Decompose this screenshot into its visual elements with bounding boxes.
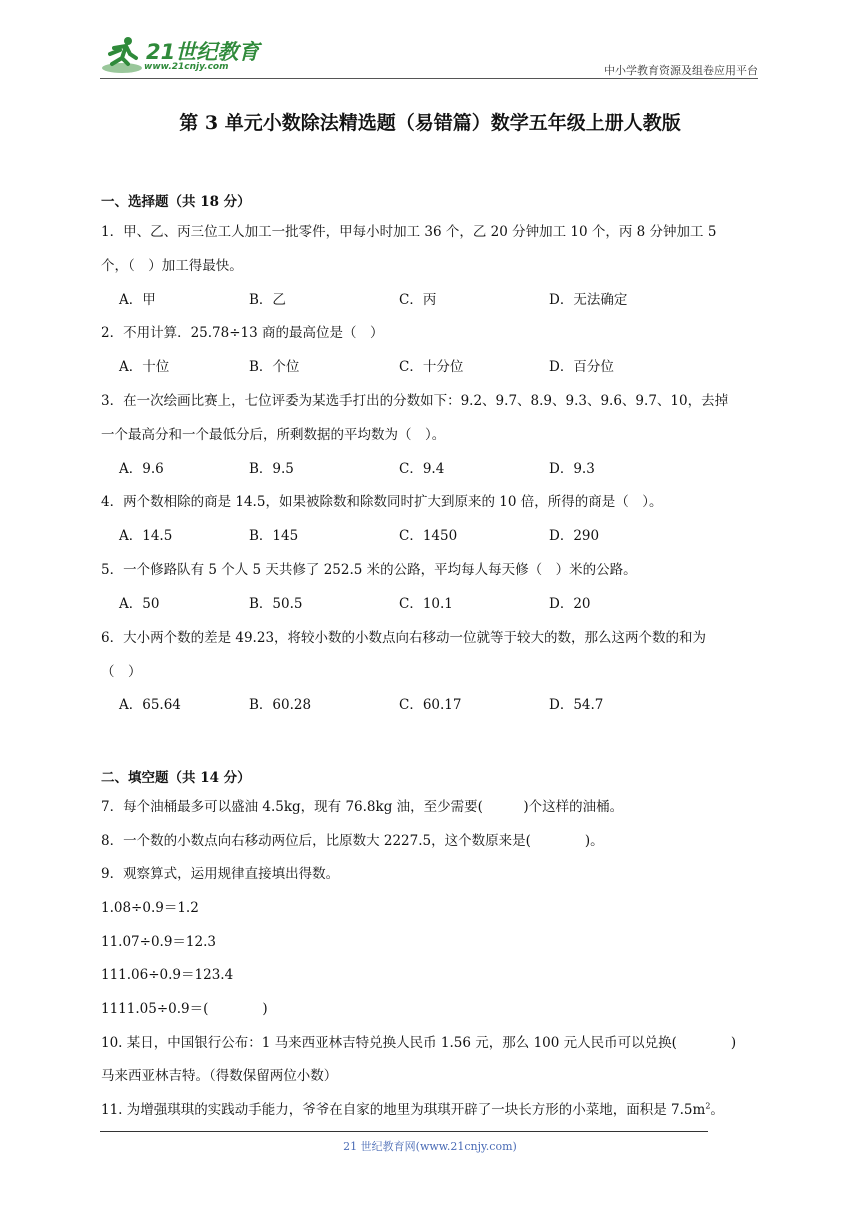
- question-6-line-2: （ ）: [101, 664, 142, 680]
- question-9: 9．观察算式，运用规律直接填出得数。: [101, 866, 340, 882]
- footer-divider: [100, 1131, 708, 1132]
- question-6-option-b: B．60.28: [249, 697, 312, 713]
- equation-2: 11.07÷0.9＝12.3: [101, 934, 216, 950]
- question-4-option-b: B．145: [249, 528, 299, 544]
- question-11-period: 。: [710, 1102, 724, 1118]
- question-3-line-2: 一个最高分和一个最低分后，所剩数据的平均数为（ ）。: [101, 427, 446, 443]
- question-10-line-2: 马来西亚林吉特。（得数保留两位小数）: [101, 1068, 338, 1084]
- question-5-option-a: A．50: [119, 596, 160, 612]
- question-1-line-1: 1．甲、乙、丙三位工人加工一批零件，甲每小时加工 36 个，乙 20 分钟加工 10 个，丙 8 分钟加工 5: [101, 224, 717, 240]
- header-divider: [100, 78, 758, 79]
- question-3-option-a: A．9.6: [119, 461, 164, 477]
- equation-1: 1.08÷0.9＝1.2: [101, 900, 199, 916]
- area-exponent: 2: [705, 1101, 711, 1111]
- question-4-option-d: D．290: [549, 528, 600, 544]
- question-6-line-1: 6．大小两个数的差是 49.23，将较小数的小数点向右移动一位就等于较大的数，那么这两个数的和为: [101, 630, 707, 646]
- question-1-option-a: A．甲: [119, 292, 156, 308]
- question-5-option-d: D．20: [549, 596, 591, 612]
- question-5-option-c: C．10.1: [399, 596, 453, 612]
- section-heading-choice: 一、选择题（共 18 分）: [101, 194, 251, 210]
- question-3-option-b: B．9.5: [249, 461, 294, 477]
- question-4-option-c: C．1450: [399, 528, 458, 544]
- question-6-option-c: C．60.17: [399, 697, 462, 713]
- question-1-option-b: B．乙: [249, 292, 286, 308]
- question-7: 7．每个油桶最多可以盛油 4.5kg，现有 76.8kg 油，至少需要( )个这样的油桶。: [101, 799, 624, 815]
- question-10-line-1: 10. 某日，中国银行公布：1 马来西亚林吉特兑换人民币 1.56 元，那么 100 元人民币可以兑换( ): [101, 1035, 737, 1051]
- question-2-option-b: B．个位: [249, 359, 300, 375]
- question-2-option-a: A．十位: [119, 359, 170, 375]
- page-footer: 21 世纪教育网(www.21cnjy.com): [343, 1140, 517, 1153]
- question-6-option-a: A．65.64: [119, 697, 181, 713]
- equation-3: 111.06÷0.9＝123.4: [101, 967, 234, 983]
- section-heading-fill: 二、填空题（共 14 分）: [101, 770, 251, 786]
- question-1-option-c: C．丙: [399, 292, 437, 308]
- question-11-text: 11. 为增强琪琪的实践动手能力，爷爷在自家的地里为琪琪开辟了一块长方形的小菜地，面积是 7.5m: [101, 1102, 706, 1118]
- page-header: [100, 26, 758, 80]
- question-4-option-a: A．14.5: [119, 528, 173, 544]
- runner-logo-icon: [100, 34, 144, 76]
- question-2-option-c: C．十分位: [399, 359, 464, 375]
- question-8: 8．一个数的小数点向右移动两位后，比原数大 2227.5，这个数原来是( )。: [101, 833, 604, 849]
- question-1-option-d: D．无法确定: [549, 292, 628, 308]
- equation-4: 1111.05÷0.9＝( ): [101, 1001, 268, 1017]
- question-5-line-1: 5．一个修路队有 5 个人 5 天共修了 252.5 米的公路，平均每人每天修（ ）米的公路。: [101, 562, 637, 578]
- question-3-line-1: 3．在一次绘画比赛上，七位评委为某选手打出的分数如下：9.2、9.7、8.9、9.3、9.6、9.7、10，去掉: [101, 393, 729, 409]
- question-11-line-1: [101, 1098, 724, 1118]
- question-4-line-1: 4．两个数相除的商是 14.5，如果被除数和除数同时扩大到原来的 10 倍，所得的商是（ ）。: [101, 494, 663, 510]
- question-3-option-d: D．9.3: [549, 461, 595, 477]
- question-2-option-d: D．百分位: [549, 359, 614, 375]
- page-title: 第 3 单元小数除法精选题（易错篇）数学五年级上册人教版: [179, 112, 681, 134]
- question-6-option-d: D．54.7: [549, 697, 604, 713]
- question-3-option-c: C．9.4: [399, 461, 445, 477]
- question-5-option-b: B．50.5: [249, 596, 303, 612]
- logo-url: www.21cnjy.com: [144, 62, 229, 72]
- header-platform-text: 中小学教育资源及组卷应用平台: [604, 64, 758, 77]
- question-1-line-2: 个，（ ）加工得最快。: [101, 258, 243, 274]
- logo: [100, 34, 270, 76]
- logo-text: 21世纪教育: [146, 40, 260, 64]
- question-2-line-1: 2．不用计算．25.78÷13 商的最高位是（ ）: [101, 325, 384, 341]
